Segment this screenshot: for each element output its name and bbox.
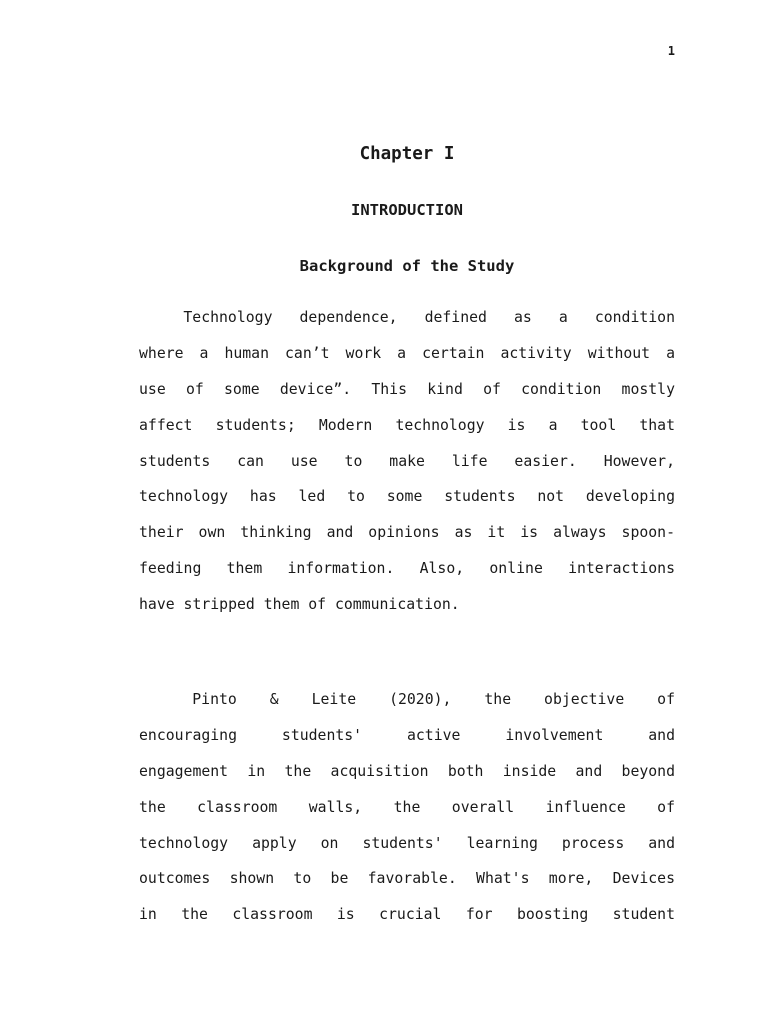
paragraph-line: encouraging students' active involvement and — [139, 726, 675, 744]
paragraph-line: their own thinking and opinions as it is always spoon- — [139, 524, 675, 542]
paragraph-line: outcomes shown to be favorable. What's more, Devices — [139, 870, 675, 888]
paragraph-line: the classroom walls, the overall influence of — [139, 798, 675, 816]
paragraph-line: use of some device”. This kind of condition mostly — [139, 380, 675, 398]
paragraph-line: in the classroom is crucial for boosting student — [139, 906, 675, 924]
paragraph-1 — [139, 300, 675, 623]
paragraph-line: technology apply on students' learning process and — [139, 834, 675, 852]
page-number: 1 — [667, 44, 675, 58]
paragraph-line: Technology dependence, defined as a condition — [183, 309, 675, 326]
paragraph-2 — [139, 682, 675, 933]
paragraph-line: have stripped them of communication. — [139, 596, 460, 614]
paragraph-line: feeding them information. Also, online interactions — [139, 560, 675, 578]
paragraph-line: where a human can’t work a certain activity without a — [139, 344, 675, 362]
paragraph-line: engagement in the acquisition both inside and beyond — [139, 762, 675, 780]
paragraph-line: students can use to make life easier. However, — [139, 452, 675, 470]
paragraph-line: Pinto & Leite (2020), the objective of — [192, 691, 675, 708]
chapter-title: Chapter I — [359, 144, 455, 164]
subsection-title: Background of the Study — [299, 257, 515, 275]
section-title: INTRODUCTION — [351, 201, 463, 219]
paragraph-line: affect students; Modern technology is a tool that — [139, 416, 675, 434]
paragraph-line: technology has led to some students not developing — [139, 488, 675, 506]
